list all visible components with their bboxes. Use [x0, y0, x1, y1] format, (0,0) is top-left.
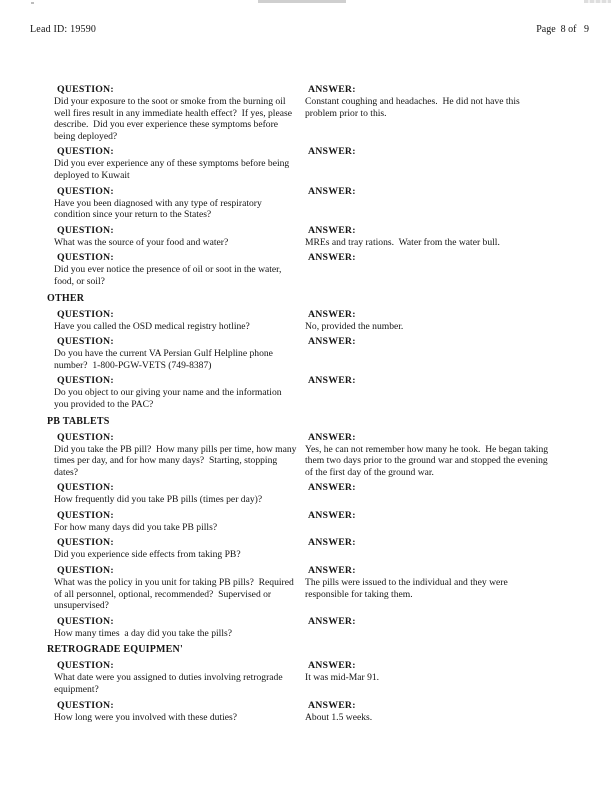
question-cell: [54, 700, 305, 724]
page-number: Page 8 of 9: [536, 24, 589, 35]
answer-text: It was mid-Mar 91.: [305, 672, 380, 684]
answer-cell: [305, 700, 595, 724]
question-label: QUESTION:: [57, 431, 114, 443]
answer-label: ANSWER:: [308, 431, 356, 443]
section-heading: RETROGRADE EQUIPMEN': [47, 644, 183, 656]
question-cell: [54, 146, 305, 181]
answer-label: ANSWER:: [308, 252, 356, 264]
answer-label: ANSWER:: [308, 482, 356, 494]
question-cell: [54, 375, 305, 410]
answer-cell: [305, 660, 595, 695]
answer-text: MREs and tray rations. Water from the water bull.: [305, 236, 500, 248]
question-label: QUESTION:: [57, 565, 114, 577]
question-label: QUESTION:: [57, 185, 114, 197]
qa-row: [54, 510, 595, 534]
qa-row: [54, 565, 595, 612]
qa-row: [54, 375, 595, 410]
question-label: QUESTION:: [57, 375, 114, 387]
answer-label: ANSWER:: [308, 336, 356, 348]
question-cell: [54, 252, 305, 287]
question-cell: [54, 432, 305, 479]
answer-cell: [305, 84, 595, 142]
qa-row: [54, 537, 595, 561]
question-label: QUESTION:: [57, 84, 114, 95]
question-cell: [54, 510, 305, 534]
qa-row: [54, 482, 595, 506]
qa-row: [54, 186, 595, 221]
scan-artifact-bar-icon: [258, 0, 346, 3]
question-cell: [54, 309, 305, 333]
answer-label: ANSWER:: [308, 185, 356, 197]
answer-text: The pills were issued to the individual and they were responsible for taking them.: [305, 577, 511, 600]
question-text: What date were you assigned to duties involving retrograde equipment?: [54, 672, 285, 696]
answer-cell: [305, 432, 595, 479]
question-text: Do you object to our giving your name and the information you provided to the PAC?: [54, 387, 284, 410]
answer-label: ANSWER:: [308, 615, 356, 627]
question-cell: [54, 616, 305, 640]
question-text: What was the policy in you unit for taking PB pills? Required of all personnel, optional, recommended? Supervised or unsupervised?: [54, 577, 297, 612]
question-label: QUESTION:: [57, 146, 114, 158]
answer-text: Yes, he can not remember how many he took. He began taking them two days prior to the ground war and stopped the evening of the first day of the ground war.: [305, 443, 551, 478]
question-label: QUESTION:: [57, 252, 114, 264]
answer-cell: [305, 482, 595, 506]
answer-label: ANSWER:: [308, 308, 356, 320]
question-text: Do you have the current VA Persian Gulf Helpline phone number? 1-800-PGW-VETS (749-8387): [54, 348, 276, 371]
qa-row: [54, 616, 595, 640]
question-label: QUESTION:: [57, 308, 114, 320]
question-label: QUESTION:: [57, 699, 114, 711]
question-text: How frequently did you take PB pills (times per day)?: [54, 494, 263, 506]
question-label: QUESTION:: [57, 537, 114, 549]
answer-cell: [305, 146, 595, 181]
answer-label: ANSWER:: [308, 565, 356, 577]
question-label: QUESTION:: [57, 660, 114, 672]
qa-row: [54, 700, 595, 724]
question-cell: [54, 84, 305, 142]
scan-artifact-dot-icon: [31, 2, 34, 4]
qa-row: [54, 432, 595, 479]
question-label: QUESTION:: [57, 615, 114, 627]
answer-cell: [305, 375, 595, 410]
qa-row: [54, 84, 595, 142]
question-cell: [54, 660, 305, 695]
qa-list: [47, 84, 595, 727]
answer-cell: [305, 510, 595, 534]
question-text: Did you take the PB pill? How many pills per time, how many times per day, and for how many days? Starting, stopping dates?: [54, 443, 299, 478]
answer-cell: [305, 309, 595, 333]
answer-text: About 1.5 weeks.: [305, 711, 373, 723]
answer-label: ANSWER:: [308, 699, 356, 711]
question-cell: [54, 565, 305, 612]
answer-cell: [305, 252, 595, 287]
lead-id: Lead ID: 19590: [30, 24, 97, 35]
question-text: Have you been diagnosed with any type of respiratory condition since your return to the States?: [54, 197, 265, 221]
answer-cell: [305, 336, 595, 371]
question-text: For how many days did you take PB pills?: [54, 521, 218, 533]
question-label: QUESTION:: [57, 336, 114, 348]
question-text: Did you ever notice the presence of oil or soot in the water, food, or soil?: [54, 264, 284, 287]
answer-label: ANSWER:: [308, 224, 356, 236]
question-text: Did your exposure to the soot or smoke from the burning oil well fires result in any immediate health effect? If yes, please describe. Did you ever experience these symptoms before being deployed?: [54, 96, 295, 142]
scan-artifact-bar-icon: [584, 0, 611, 3]
question-text: How long were you involved with these duties?: [54, 711, 238, 723]
answer-cell: [305, 616, 595, 640]
answer-cell: [305, 537, 595, 561]
question-cell: [54, 225, 305, 249]
section-heading: OTHER: [47, 292, 85, 304]
answer-cell: [305, 186, 595, 221]
question-text: Have you called the OSD medical registry hotline?: [54, 320, 250, 332]
section-heading: PB TABLETS: [47, 415, 110, 427]
qa-row: [54, 336, 595, 371]
answer-label: ANSWER:: [308, 509, 356, 521]
question-label: QUESTION:: [57, 509, 114, 521]
qa-row: [54, 660, 595, 695]
answer-cell: [305, 225, 595, 249]
answer-label: ANSWER:: [308, 660, 356, 672]
qa-row: [54, 225, 595, 249]
question-text: Did you experience side effects from taking PB?: [54, 549, 241, 561]
question-text: Did you ever experience any of these symptoms before being deployed to Kuwait: [54, 158, 292, 181]
page-header: [30, 24, 589, 35]
question-label: QUESTION:: [57, 224, 114, 236]
question-cell: [54, 186, 305, 221]
answer-cell: [305, 565, 595, 612]
question-cell: [54, 537, 305, 561]
answer-text: Constant coughing and headaches. He did not have this problem prior to this.: [305, 96, 523, 119]
question-text: How many times a day did you take the pills?: [54, 627, 232, 639]
qa-row: [54, 146, 595, 181]
answer-label: ANSWER:: [308, 537, 356, 549]
answer-label: ANSWER:: [308, 84, 356, 95]
qa-row: [54, 252, 595, 287]
question-label: QUESTION:: [57, 482, 114, 494]
answer-label: ANSWER:: [308, 375, 356, 387]
question-text: What was the source of your food and water?: [54, 236, 229, 248]
qa-row: [54, 309, 595, 333]
question-cell: [54, 482, 305, 506]
answer-text: No, provided the number.: [305, 320, 404, 332]
answer-label: ANSWER:: [308, 146, 356, 158]
question-cell: [54, 336, 305, 371]
